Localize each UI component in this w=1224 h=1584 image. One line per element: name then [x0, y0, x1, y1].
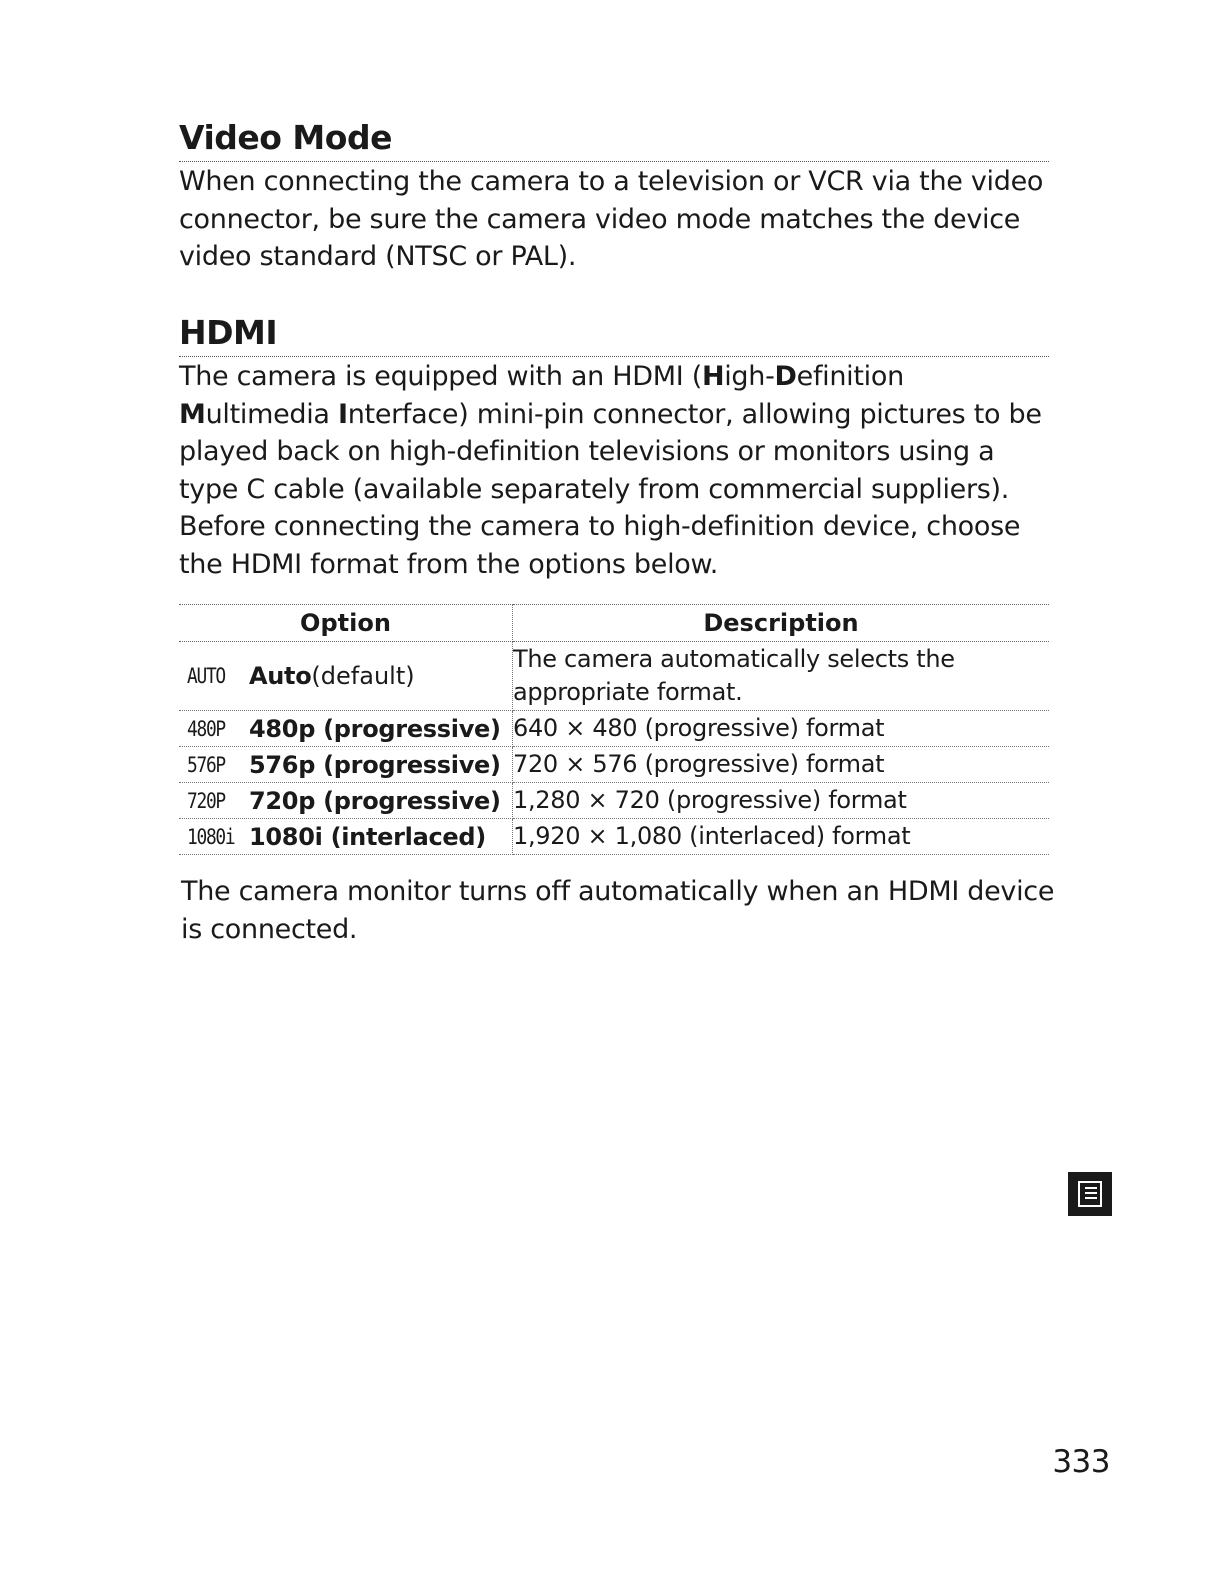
- option-cell: [179, 783, 512, 819]
- video-mode-paragraph: When connecting the camera to a television or VCR via the video connector, be sure the camera video mode matches the device video standard (NTSC or PAL).: [179, 166, 1044, 272]
- hdmi-heading: HDMI: [179, 313, 1049, 357]
- hdmi-initial: D: [774, 361, 797, 392]
- closing-paragraph: The camera monitor turns off automatically when an HDMI device is connected.: [181, 876, 1055, 945]
- description-cell: 1,920 × 1,080 (interlaced) format: [512, 819, 1049, 855]
- description-cell: 640 × 480 (progressive) format: [512, 711, 1049, 747]
- option-code: 720P: [187, 788, 225, 813]
- option-suffix: (default): [311, 662, 415, 690]
- option-code: AUTO: [187, 664, 225, 688]
- hdmi-initial: M: [179, 398, 206, 430]
- hdmi-initial: I: [337, 398, 348, 430]
- hdmi-text: igh-: [724, 361, 775, 392]
- video-mode-section: [179, 118, 1049, 276]
- option-name: 576p (progressive): [249, 750, 501, 779]
- hdmi-text: nterface) mini-pin connector, allowing pictures to be played back on high-definition televisions or monitors using a type C cable (available separately from commercial suppliers). Before connecting the camera to high-definition device, choose the HDMI format from the options below.: [179, 398, 1042, 580]
- description-cell: The camera automatically selects the appropriate format.: [512, 642, 1049, 711]
- description-cell: 720 × 576 (progressive) format: [512, 747, 1049, 783]
- menu-list-icon: [1068, 1172, 1112, 1216]
- page-number: 333: [1052, 1444, 1110, 1480]
- option-code: 1080i: [187, 824, 235, 849]
- description-cell: 1,280 × 720 (progressive) format: [512, 783, 1049, 819]
- option-cell: [179, 747, 512, 783]
- hdmi-options-table: [179, 604, 1049, 855]
- option-cell: [179, 711, 512, 747]
- option-code: 480P: [187, 716, 225, 741]
- option-cell: [179, 819, 512, 855]
- video-mode-heading: Video Mode: [179, 118, 1049, 162]
- table-row: [179, 819, 1049, 855]
- table-row: [179, 711, 1049, 747]
- table-row: [179, 747, 1049, 783]
- option-name: 480p (progressive): [249, 714, 501, 743]
- option-name: Auto: [249, 662, 312, 690]
- option-cell: [179, 642, 512, 711]
- option-name: 1080i (interlaced): [249, 822, 486, 851]
- table-row: [179, 642, 1049, 711]
- hdmi-text: ultimedia: [205, 398, 338, 430]
- option-column-header: Option: [179, 605, 512, 642]
- hdmi-section: [179, 313, 1049, 583]
- option-name: 720p (progressive): [249, 786, 501, 815]
- hdmi-initial: H: [701, 361, 725, 392]
- table-row: [179, 783, 1049, 819]
- description-column-header: Description: [512, 605, 1049, 642]
- hdmi-text: The camera is equipped with an HDMI (: [179, 361, 702, 392]
- hdmi-paragraph: [179, 358, 1049, 583]
- hdmi-text: efinition: [796, 361, 904, 392]
- table-header-row: [179, 605, 1049, 642]
- option-code: 576P: [187, 752, 225, 777]
